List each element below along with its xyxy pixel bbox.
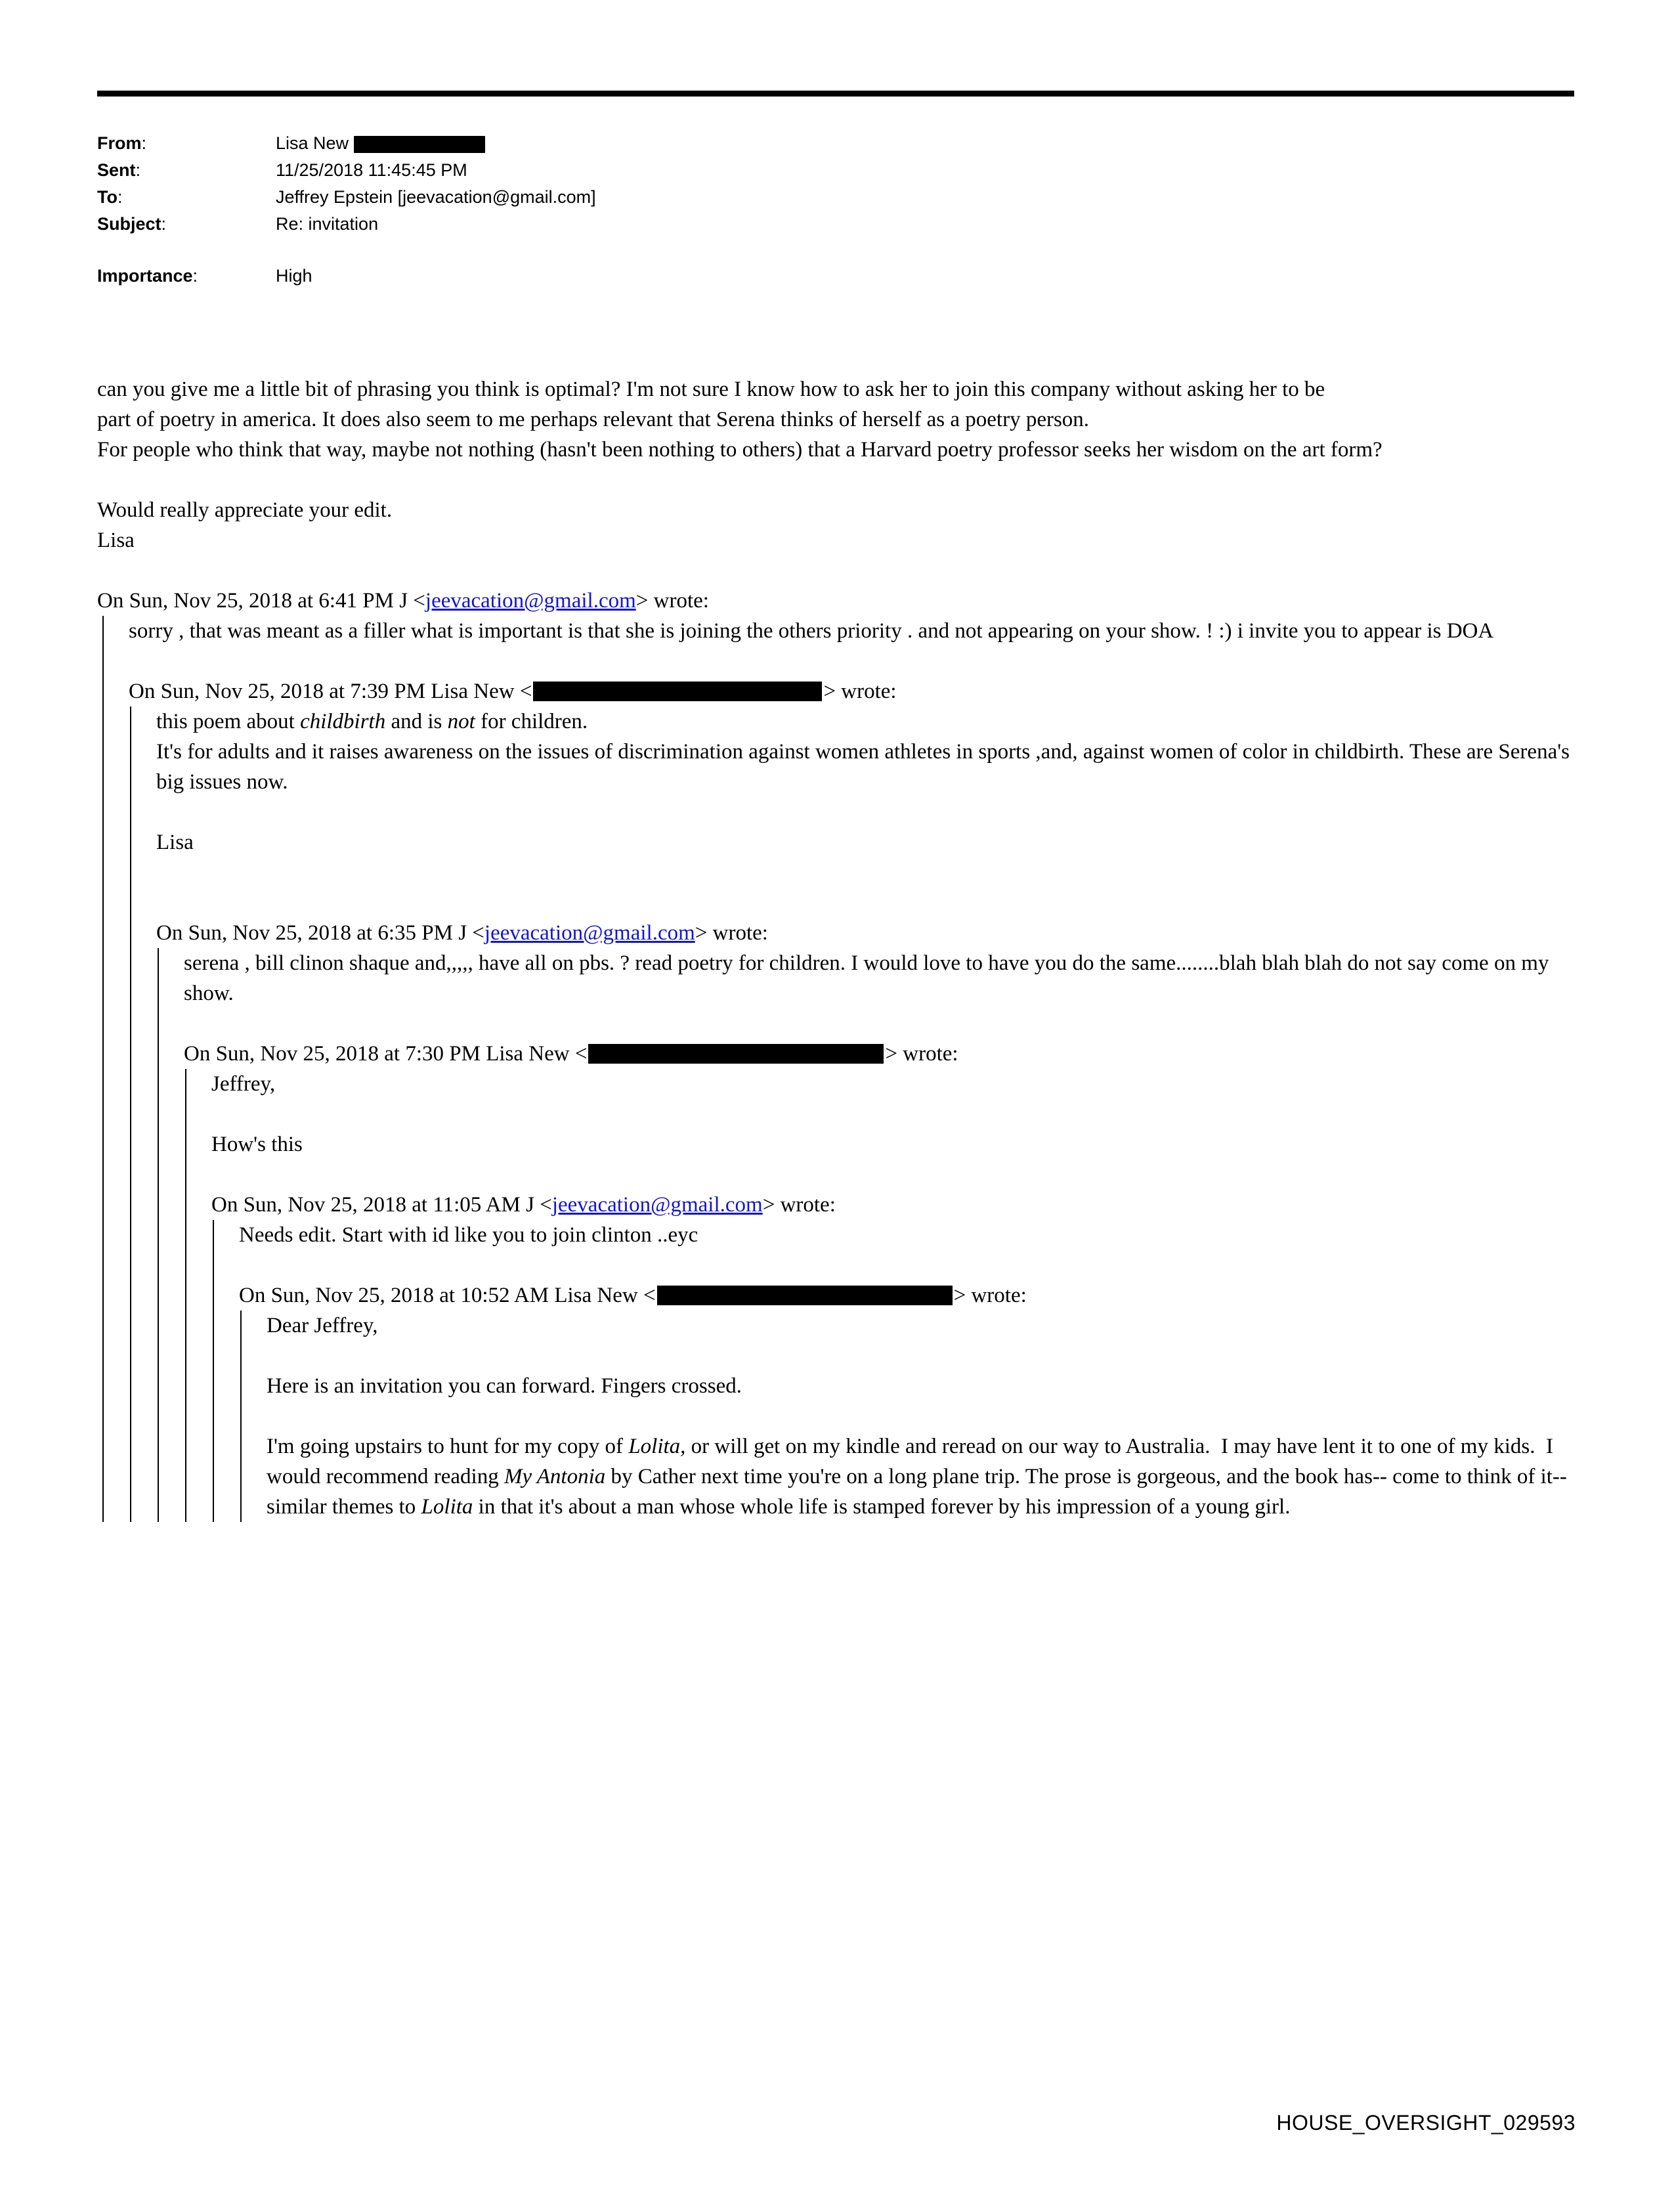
- thread-attribution-prefix-5: On Sun, Nov 25, 2018 at 11:05 AM J <: [211, 1193, 552, 1217]
- thread-line-2-1: this poem about childbirth and is not for children.: [156, 710, 588, 733]
- body-paragraph-1: can you give me a little bit of phrasing you think is optimal? I'm not sure I know how to ask her to join this company without asking her to be: [97, 378, 1325, 401]
- email-body: [97, 374, 1581, 1522]
- thread-line-5-1: Needs edit. Start with id like you to join clinton ..eyc: [239, 1223, 698, 1247]
- thread-spacer-6a: [263, 1341, 1581, 1371]
- header-spacer: [97, 238, 1574, 263]
- thread-line-6-2: Here is an invitation you can forward. Fingers crossed.: [267, 1374, 742, 1398]
- thread-attribution-4: [180, 1039, 1581, 1069]
- thread-spacer-2c: [152, 888, 1581, 918]
- thread-attribution-prefix-4: On Sun, Nov 25, 2018 at 7:30 PM Lisa New <: [184, 1042, 588, 1066]
- thread-line-4-2: How's this: [211, 1133, 303, 1156]
- header-value-subject: Re: invitation: [276, 214, 379, 234]
- thread-line-1-1: sorry , that was meant as a filler what is important is that she is joining the others priority . and not appearing on your show. ! :) i invite you to appear is DOA: [129, 619, 1494, 643]
- thread-spacer-6b: [263, 1401, 1581, 1431]
- thread-quote-6: [240, 1311, 1581, 1522]
- header-label-to: To:: [97, 187, 123, 207]
- header-label-importance: Importance:: [97, 266, 198, 286]
- thread-quote-3: [158, 948, 1581, 1522]
- body-spacer-1: [97, 465, 1581, 495]
- thread-quote-2: [130, 706, 1581, 1522]
- redaction-bar-4: [588, 1044, 884, 1064]
- thread-spacer-4a: [207, 1099, 1581, 1129]
- header-label-subject: Subject:: [97, 214, 167, 234]
- thread-line-3-1: serena , bill clinon shaque and,,,,, have all on pbs. ? read poetry for children. I would love to have you do the same........blah blah blah do not say come on my show.: [184, 951, 1549, 1005]
- header-row-subject: [97, 211, 1574, 238]
- redaction-bar-2: [533, 682, 822, 701]
- thread-attribution-2: [125, 676, 1581, 706]
- body-paragraph-4: Would really appreciate your edit.: [97, 498, 393, 522]
- header-label-from: From:: [97, 133, 147, 153]
- thread-attribution-suffix-5: > wrote:: [762, 1193, 836, 1217]
- thread-attribution-suffix-6: > wrote:: [953, 1284, 1027, 1307]
- thread-quote-1: [102, 616, 1581, 1522]
- thread-attribution-suffix-4: > wrote:: [885, 1042, 958, 1066]
- body-signature: Lisa: [97, 529, 135, 552]
- email-link-1[interactable]: jeevacation@gmail.com: [425, 589, 636, 613]
- email-link-5[interactable]: jeevacation@gmail.com: [551, 1193, 763, 1217]
- redaction-bar-6: [657, 1286, 953, 1305]
- thread-attribution-suffix-1: > wrote:: [635, 589, 709, 613]
- header-row-to: [97, 184, 1574, 211]
- redaction-bar-from: [354, 136, 485, 153]
- header-rule: [97, 91, 1574, 97]
- thread-quote-4: [185, 1069, 1581, 1522]
- thread-attribution-prefix-6: On Sun, Nov 25, 2018 at 10:52 AM Lisa New <: [239, 1284, 656, 1307]
- header-row-from: [97, 130, 1574, 157]
- header-row-sent: [97, 157, 1574, 184]
- thread-attribution-1: [97, 586, 1581, 616]
- header-value-to: Jeffrey Epstein [jeevacation@gmail.com]: [276, 187, 596, 207]
- header-row-importance: [97, 263, 1574, 290]
- body-paragraph-2: part of poetry in america. It does also seem to me perhaps relevant that Serena thinks of herself as a poetry person.: [97, 408, 1090, 431]
- thread-attribution-5: [207, 1190, 1581, 1220]
- thread-spacer-3: [180, 1008, 1581, 1039]
- thread-attribution-suffix-3: > wrote:: [695, 921, 768, 945]
- thread-spacer-5: [235, 1250, 1581, 1280]
- header-value-sent: 11/25/2018 11:45:45 PM: [276, 160, 467, 180]
- body-spacer-2: [97, 555, 1581, 586]
- bates-stamp: HOUSE_OVERSIGHT_029593: [1276, 2111, 1576, 2135]
- email-header: [97, 130, 1574, 290]
- thread-attribution-prefix-2: On Sun, Nov 25, 2018 at 7:39 PM Lisa New <: [129, 680, 532, 703]
- email-link-3[interactable]: jeevacation@gmail.com: [484, 921, 695, 945]
- thread-spacer-1: [125, 646, 1581, 676]
- thread-attribution-suffix-2: > wrote:: [823, 680, 897, 703]
- thread-quote-5: [213, 1220, 1581, 1522]
- thread-attribution-prefix-3: On Sun, Nov 25, 2018 at 6:35 PM J <: [156, 921, 484, 945]
- thread-spacer-4b: [207, 1160, 1581, 1190]
- thread-attribution-prefix-1: On Sun, Nov 25, 2018 at 6:41 PM J <: [97, 589, 425, 613]
- thread-spacer-2b: [152, 857, 1581, 888]
- thread-spacer-2a: [152, 797, 1581, 827]
- thread-line-6-3: I'm going upstairs to hunt for my copy of Lolita, or will get on my kindle and reread on our way to Australia. I may have lent it to one of my kids. I would recommend reading My Antonia by Cather next time you're on a long plane trip. The prose is gorgeous, and the book has-- come to think of it-- similar themes to Lolita in that it's about a man whose whole life is stamped forever by his impression of a young girl.: [267, 1435, 1567, 1519]
- thread-attribution-3: [152, 918, 1581, 948]
- header-value-importance: High: [276, 266, 312, 286]
- body-paragraph-3: For people who think that way, maybe not nothing (hasn't been nothing to others) that a Harvard poetry professor seeks her wisdom on the art form?: [97, 438, 1383, 462]
- header-value-from: Lisa New: [276, 130, 485, 157]
- thread-line-6-1: Dear Jeffrey,: [267, 1314, 378, 1337]
- header-label-sent: Sent:: [97, 160, 141, 180]
- thread-attribution-6: [235, 1280, 1581, 1311]
- thread-line-2-2: It's for adults and it raises awareness on the issues of discrimination against women athletes in sports ,and, against women of color in childbirth. These are Serena's big issues now.: [156, 740, 1570, 794]
- thread-line-4-1: Jeffrey,: [211, 1072, 276, 1096]
- thread-line-2-3: Lisa: [156, 831, 194, 854]
